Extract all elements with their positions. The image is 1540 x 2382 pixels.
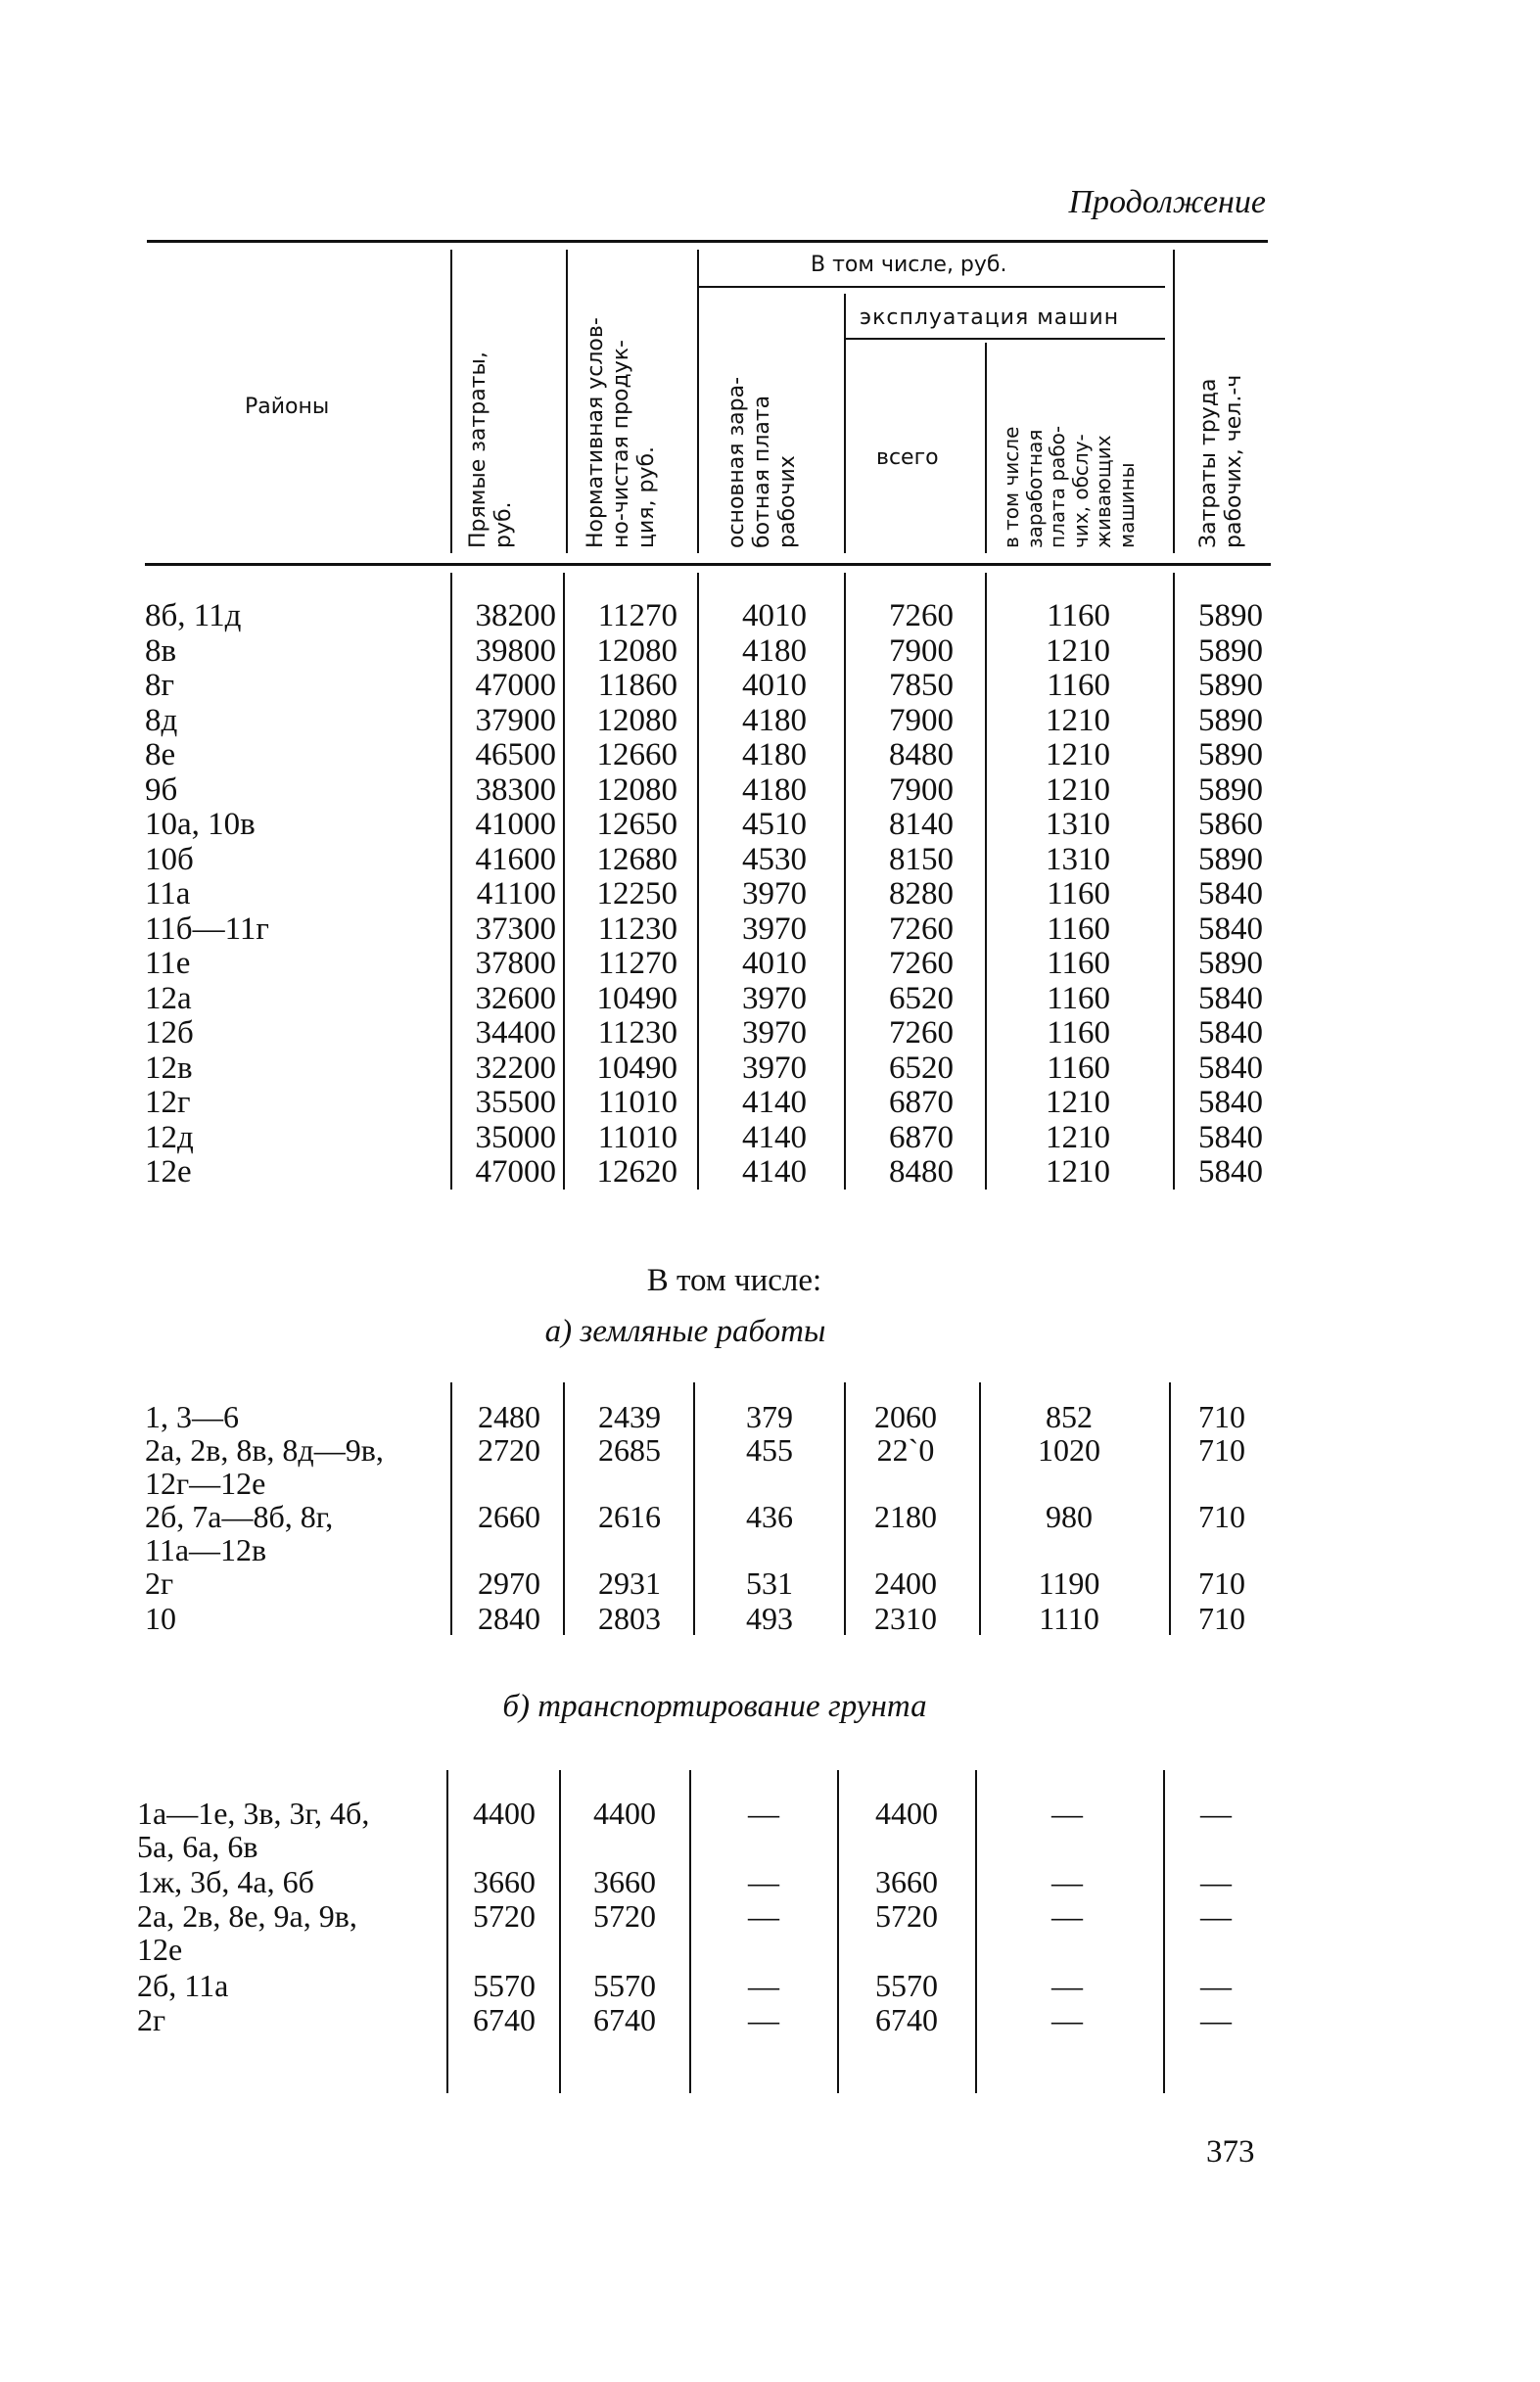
earthworks-machine-total-cell: 2310	[874, 1601, 937, 1636]
soil_transport-machine-total-cell: 5720	[875, 1898, 938, 1934]
soil_transport-normative-cell: 5570	[593, 1968, 656, 2003]
main-direct-cell: 46500	[475, 737, 556, 772]
main-labor-cell: 5860	[1198, 807, 1263, 842]
main-normative-cell: 12660	[596, 737, 677, 772]
main-labor-cell: 5840	[1198, 1085, 1263, 1120]
earthworks-labor-cell: 710	[1198, 1565, 1245, 1601]
main-labor-cell: 5890	[1198, 737, 1263, 772]
soil_transport-region-cell	[137, 1899, 357, 1966]
main-normative-column	[570, 599, 677, 1191]
main-machine-total-cell: 8140	[889, 807, 954, 842]
main-region-cell: 9б	[145, 771, 178, 808]
earthworks-machine-total-cell: 2180	[874, 1499, 937, 1534]
soil_transport-normative-cell: 6740	[593, 2002, 656, 2037]
main-region-cell: 8б, 11д	[145, 598, 242, 633]
earthworks-machine-wage-cell: 852	[1046, 1399, 1093, 1434]
header-vline-2	[566, 250, 568, 553]
main-labor-cell: 5890	[1198, 598, 1263, 633]
main-base-wage-column	[705, 599, 807, 1191]
main-vline-3	[697, 573, 699, 1190]
soil_transport-labor-cell: —	[1200, 2002, 1232, 2037]
soil_transport-direct-cell: 5570	[473, 1968, 536, 2003]
soil_transport-base-wage-cell: —	[748, 1864, 779, 1899]
main-machine-total-cell: 6870	[889, 1085, 954, 1120]
soil-vline-3	[689, 1770, 691, 2093]
main-region-cell: 8г	[145, 668, 175, 703]
soil_transport-base-wage-cell: —	[748, 2002, 779, 2037]
main-direct-cell: 41000	[475, 807, 556, 842]
soil_transport-machine-wage-cell: —	[1051, 2002, 1083, 2037]
earthworks-normative-cell: 2803	[598, 1601, 661, 1636]
main-normative-cell: 11860	[597, 668, 677, 703]
header-vline-3	[697, 250, 699, 553]
main-labor-cell: 5890	[1198, 841, 1263, 877]
earthworks-machine-total-cell: 2060	[874, 1399, 937, 1434]
continuation-label: Продолжение	[1068, 184, 1266, 220]
main-labor-cell: 5840	[1198, 980, 1263, 1016]
header-direct-costs: Прямые затраты, руб.	[466, 351, 516, 548]
earthworks-normative-cell: 2931	[598, 1565, 661, 1601]
header-top-rule	[147, 240, 1268, 243]
soil-vline-4	[837, 1770, 839, 2093]
header-including: В том числе, руб.	[811, 253, 1007, 277]
main-region-cell: 10а, 10в	[145, 807, 256, 842]
main-region-cell: 11а	[145, 876, 191, 911]
main-normative-cell: 11270	[597, 598, 677, 633]
earthworks-direct-cell: 2660	[478, 1499, 540, 1534]
header-regions: Районы	[245, 395, 330, 419]
main-base-wage-cell: 3970	[742, 980, 807, 1016]
earth-vline-5	[979, 1382, 981, 1635]
soil-vline-5	[975, 1770, 977, 2093]
header-machine-wage: в том числе заработная плата рабо- чих, обслу- живающих машины	[1000, 425, 1139, 548]
earthworks-labor-cell: 710	[1198, 1399, 1245, 1434]
main-normative-cell: 12620	[596, 1154, 677, 1190]
header-vline-1	[450, 250, 452, 553]
main-direct-cell: 47000	[475, 668, 556, 703]
main-machine-total-cell: 7900	[889, 702, 954, 738]
main-machine-wage-cell: 1160	[1047, 911, 1110, 947]
main-region-cell: 8д	[145, 702, 178, 738]
main-region-column	[145, 599, 269, 1191]
earthworks-normative-cell: 2439	[598, 1399, 661, 1434]
earthworks-machine-wage-cell: 1110	[1039, 1601, 1099, 1636]
including-rule	[697, 286, 1165, 288]
main-region-cell: 12г	[145, 1085, 191, 1120]
main-direct-cell: 47000	[475, 1154, 556, 1190]
main-normative-cell: 11270	[597, 946, 677, 981]
earthworks-region-line: 2г	[145, 1565, 174, 1601]
soil_transport-region-cell	[137, 2003, 165, 2036]
main-base-wage-cell: 4140	[742, 1154, 807, 1190]
soil_transport-direct-cell: 5720	[473, 1898, 536, 1934]
soil_transport-machine-total-cell: 5570	[875, 1968, 938, 2003]
main-machine-total-cell: 7260	[889, 946, 954, 981]
main-direct-cell: 32600	[475, 980, 556, 1016]
main-normative-cell: 12250	[596, 876, 677, 911]
main-labor-cell: 5890	[1198, 632, 1263, 669]
main-normative-cell: 12080	[596, 702, 677, 738]
soil_transport-region-line: 1ж, 3б, 4а, 6б	[137, 1864, 314, 1899]
main-machine-wage-cell: 1210	[1046, 632, 1110, 669]
earthworks-base-wage-cell: 531	[746, 1565, 793, 1601]
main-machine-total-cell: 8480	[889, 737, 954, 772]
main-base-wage-cell: 4180	[742, 771, 807, 808]
earthworks-labor-cell: 710	[1198, 1499, 1245, 1534]
main-machine-wage-cell: 1160	[1047, 668, 1110, 703]
soil_transport-labor-cell: —	[1200, 1968, 1232, 2003]
main-machine-wage-column	[993, 599, 1110, 1191]
main-normative-cell: 11230	[597, 911, 677, 947]
main-direct-cell: 35000	[475, 1119, 556, 1155]
soil_transport-direct-cell: 6740	[473, 2002, 536, 2037]
main-machine-wage-cell: 1310	[1046, 807, 1110, 842]
earthworks-base-wage-cell: 455	[746, 1432, 793, 1468]
soil_transport-region-cell	[137, 1797, 369, 1863]
earthworks-machine-total-cell: 2400	[874, 1565, 937, 1601]
header-machine-operation: эксплуатация машин	[860, 305, 1120, 330]
main-direct-cell: 41600	[475, 841, 556, 877]
main-machine-wage-cell: 1310	[1046, 841, 1110, 877]
main-labor-cell: 5890	[1198, 702, 1263, 738]
soil_transport-base-wage-cell: —	[748, 1796, 779, 1831]
main-machine-total-cell: 8150	[889, 841, 954, 877]
main-direct-cell: 35500	[475, 1085, 556, 1120]
main-machine-total-cell: 6520	[889, 980, 954, 1016]
header-normative-product: Нормативная услов- но-чистая продук- ция, руб.	[583, 317, 659, 548]
main-vline-2	[563, 573, 565, 1190]
soil_transport-labor-cell: —	[1200, 1864, 1232, 1899]
main-machine-total-cell: 7260	[889, 911, 954, 947]
header-vline-6	[1173, 250, 1175, 553]
earthworks-region-cell	[145, 1400, 239, 1433]
main-region-cell: 12е	[145, 1154, 192, 1190]
soil_transport-machine-total-cell: 3660	[875, 1864, 938, 1899]
main-base-wage-cell: 3970	[742, 876, 807, 911]
page-number: 373	[1206, 2134, 1255, 2170]
main-direct-cell: 37900	[475, 702, 556, 738]
main-labor-cell: 5840	[1198, 1154, 1263, 1190]
main-vline-6	[1173, 573, 1175, 1190]
soil_transport-machine-wage-cell: —	[1051, 1864, 1083, 1899]
main-base-wage-cell: 4140	[742, 1119, 807, 1155]
including-title: В том числе:	[646, 1263, 822, 1298]
main-labor-cell: 5840	[1198, 1050, 1263, 1086]
soil_transport-normative-cell: 3660	[593, 1864, 656, 1899]
main-base-wage-cell: 4010	[742, 668, 807, 703]
earth-vline-3	[693, 1382, 695, 1635]
main-region-cell: 12б	[145, 1015, 194, 1051]
soil_transport-direct-cell: 4400	[473, 1796, 536, 1831]
main-labor-column	[1181, 599, 1263, 1191]
earthworks-region-line: 12г—12е	[145, 1466, 266, 1501]
earthworks-title: а) земляные работы	[544, 1314, 826, 1349]
main-machine-wage-cell: 1210	[1046, 737, 1110, 772]
main-machine-wage-cell: 1160	[1047, 876, 1110, 911]
soil_transport-machine-wage-cell: —	[1051, 1968, 1083, 2003]
main-machine-total-cell: 7900	[889, 771, 954, 808]
soil_transport-machine-total-cell: 4400	[875, 1796, 938, 1831]
main-normative-cell: 12680	[596, 841, 677, 877]
earthworks-labor-cell: 710	[1198, 1432, 1245, 1468]
main-direct-cell: 37800	[475, 946, 556, 981]
soil_transport-region-line: 1а—1е, 3в, 3г, 4б,	[137, 1796, 370, 1831]
main-labor-cell: 5840	[1198, 876, 1263, 911]
main-labor-cell: 5890	[1198, 771, 1263, 808]
main-machine-total-cell: 6870	[889, 1119, 954, 1155]
earthworks-region-line: 2а, 2в, 8в, 8д—9в,	[145, 1432, 384, 1468]
earthworks-labor-cell: 710	[1198, 1601, 1245, 1636]
main-base-wage-cell: 4140	[742, 1085, 807, 1120]
soil_transport-base-wage-cell: —	[748, 1968, 779, 2003]
main-direct-cell: 32200	[475, 1050, 556, 1086]
soil_transport-labor-cell: —	[1200, 1898, 1232, 1934]
soil_transport-region-line: 2а, 2в, 8е, 9а, 9в,	[137, 1898, 357, 1934]
earthworks-region-line: 2б, 7а—8б, 8г,	[145, 1499, 334, 1534]
header-labor-costs: Затраты труда рабочих, чел.-ч	[1196, 374, 1246, 548]
earthworks-region-cell	[145, 1602, 176, 1635]
main-base-wage-cell: 3970	[742, 911, 807, 947]
earthworks-machine-wage-cell: 1020	[1038, 1432, 1100, 1468]
main-machine-wage-cell: 1160	[1047, 946, 1110, 981]
earthworks-region-cell	[145, 1433, 384, 1500]
main-base-wage-cell: 4010	[742, 946, 807, 981]
earthworks-machine-wage-cell: 1190	[1038, 1565, 1100, 1601]
main-normative-cell: 12080	[596, 771, 677, 808]
main-base-wage-cell: 4010	[742, 598, 807, 633]
soil_transport-region-cell	[137, 1865, 314, 1898]
main-region-cell: 12а	[145, 980, 192, 1016]
soil_transport-direct-cell: 3660	[473, 1864, 536, 1899]
header-total: всего	[876, 445, 939, 470]
main-machine-total-cell: 7260	[889, 598, 954, 633]
earthworks-base-wage-cell: 379	[746, 1399, 793, 1434]
main-region-cell: 12в	[145, 1050, 193, 1086]
earthworks-normative-cell: 2616	[598, 1499, 661, 1534]
main-machine-total-cell: 7850	[889, 668, 954, 703]
soil_transport-machine-wage-cell: —	[1051, 1898, 1083, 1934]
main-normative-cell: 12080	[596, 632, 677, 669]
soil_transport-region-line: 2г	[137, 2002, 166, 2037]
main-base-wage-cell: 3970	[742, 1015, 807, 1051]
main-region-cell: 12д	[145, 1119, 194, 1155]
soil_transport-base-wage-cell: —	[748, 1898, 779, 1934]
main-region-cell: 8е	[145, 737, 176, 772]
main-direct-cell: 34400	[475, 1015, 556, 1051]
main-machine-wage-cell: 1160	[1047, 1015, 1110, 1051]
main-base-wage-cell: 4530	[742, 841, 807, 877]
earthworks-region-line: 10	[145, 1601, 176, 1636]
header-bottom-rule	[145, 563, 1271, 566]
soil_transport-machine-total-cell: 6740	[875, 2002, 938, 2037]
soil_transport-region-line: 12е	[137, 1932, 183, 1967]
soil_transport-normative-cell: 5720	[593, 1898, 656, 1934]
main-machine-total-cell: 7260	[889, 1015, 954, 1051]
earthworks-direct-cell: 2970	[478, 1565, 540, 1601]
header-vline-4	[844, 294, 846, 553]
main-region-cell: 8в	[145, 632, 177, 669]
main-labor-cell: 5890	[1198, 946, 1263, 981]
earthworks-region-line: 11а—12в	[145, 1532, 267, 1567]
main-machine-total-cell: 7900	[889, 632, 954, 669]
main-base-wage-cell: 4180	[742, 702, 807, 738]
main-machine-wage-cell: 1210	[1046, 1085, 1110, 1120]
main-base-wage-cell: 4180	[742, 632, 807, 669]
earthworks-machine-total-cell: 22`0	[876, 1432, 935, 1468]
soil_transport-labor-cell: —	[1200, 1796, 1232, 1831]
main-machine-total-cell: 6520	[889, 1050, 954, 1086]
main-vline-1	[450, 573, 452, 1190]
main-machine-wage-cell: 1210	[1046, 1154, 1110, 1190]
soil_transport-region-cell	[137, 1969, 228, 2002]
main-direct-cell: 39800	[475, 632, 556, 669]
main-region-cell: 11е	[145, 946, 191, 981]
main-machine-total-column	[852, 599, 954, 1191]
earthworks-base-wage-cell: 493	[746, 1601, 793, 1636]
soil-transport-title: б) транспортирование грунта	[502, 1689, 927, 1724]
main-machine-wage-cell: 1160	[1047, 1050, 1110, 1086]
main-machine-wage-cell: 1210	[1046, 771, 1110, 808]
main-normative-cell: 11010	[597, 1119, 677, 1155]
main-direct-cell: 37300	[475, 911, 556, 947]
soil_transport-region-line: 5а, 6а, 6в	[137, 1829, 258, 1864]
main-normative-cell: 10490	[596, 1050, 677, 1086]
main-normative-cell: 12650	[596, 807, 677, 842]
earthworks-base-wage-cell: 436	[746, 1499, 793, 1534]
main-base-wage-cell: 4180	[742, 737, 807, 772]
main-base-wage-cell: 4510	[742, 807, 807, 842]
earthworks-region-cell	[145, 1566, 173, 1600]
main-region-cell: 11б—11г	[145, 911, 269, 947]
main-normative-cell: 10490	[596, 980, 677, 1016]
earthworks-normative-cell: 2685	[598, 1432, 661, 1468]
main-labor-cell: 5840	[1198, 911, 1263, 947]
earthworks-machine-wage-cell: 980	[1046, 1499, 1093, 1534]
earthworks-region-line: 1, 3—6	[145, 1399, 239, 1434]
main-vline-5	[985, 573, 987, 1190]
soil_transport-normative-cell: 4400	[593, 1796, 656, 1831]
earthworks-direct-cell: 2720	[478, 1432, 540, 1468]
main-machine-wage-cell: 1160	[1047, 980, 1110, 1016]
main-machine-total-cell: 8280	[889, 876, 954, 911]
main-machine-wage-cell: 1210	[1046, 1119, 1110, 1155]
header-base-wage: основная зара- ботная плата рабочих	[724, 376, 800, 548]
main-direct-cell: 41100	[476, 876, 556, 911]
main-labor-cell: 5890	[1198, 668, 1263, 703]
main-machine-total-cell: 8480	[889, 1154, 954, 1190]
soil_transport-machine-wage-cell: —	[1051, 1796, 1083, 1831]
main-normative-cell: 11230	[597, 1015, 677, 1051]
main-machine-wage-cell: 1210	[1046, 702, 1110, 738]
main-direct-cell: 38200	[475, 598, 556, 633]
main-labor-cell: 5840	[1198, 1015, 1263, 1051]
earthworks-region-cell	[145, 1500, 333, 1566]
soil_transport-region-line: 2б, 11а	[137, 1968, 229, 2003]
main-base-wage-cell: 3970	[742, 1050, 807, 1086]
main-region-cell: 10б	[145, 841, 194, 877]
main-machine-wage-cell: 1160	[1047, 598, 1110, 633]
earthworks-direct-cell: 2480	[478, 1399, 540, 1434]
main-vline-4	[844, 573, 846, 1190]
earth-vline-4	[844, 1382, 846, 1635]
machine-op-rule	[844, 338, 1165, 340]
main-normative-cell: 11010	[597, 1085, 677, 1120]
earthworks-direct-cell: 2840	[478, 1601, 540, 1636]
main-labor-cell: 5840	[1198, 1119, 1263, 1155]
main-direct-column	[456, 599, 556, 1191]
header-vline-5	[985, 343, 987, 553]
main-direct-cell: 38300	[475, 771, 556, 808]
